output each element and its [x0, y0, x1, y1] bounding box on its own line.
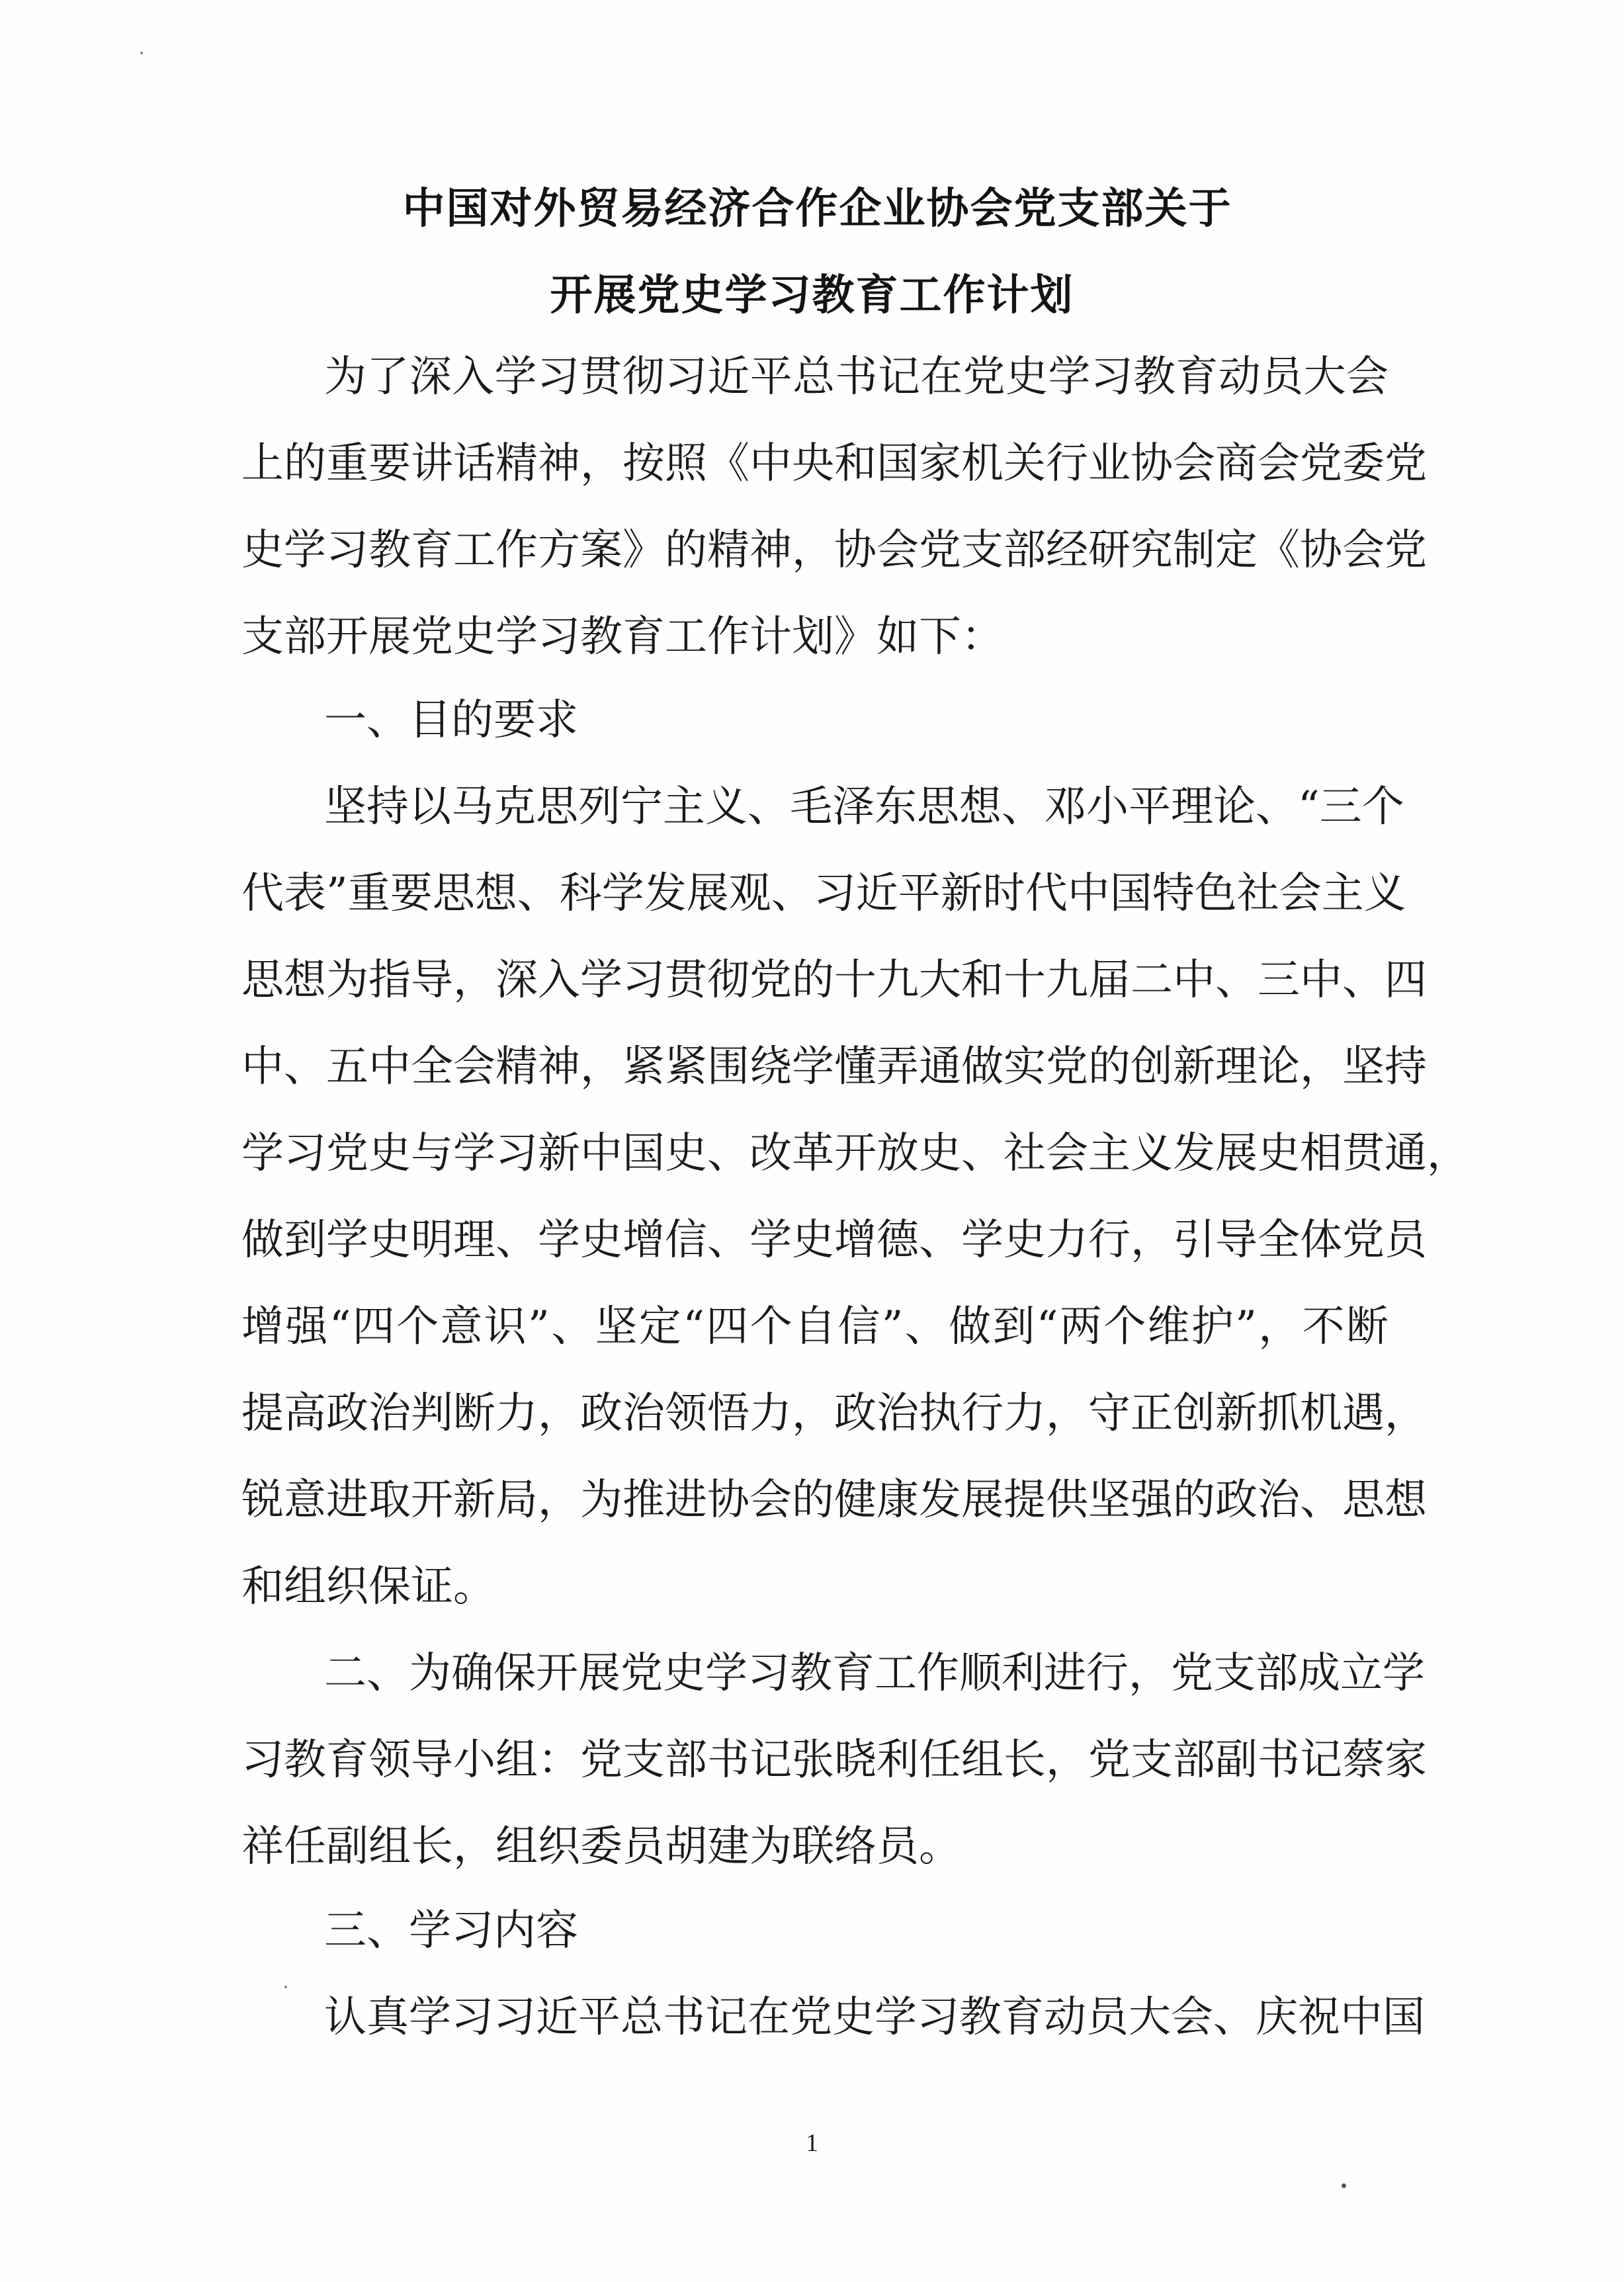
body-line-9: 中、五中全会精神，紧紧围绕学懂弄通做实党的创新理论，坚持	[241, 1042, 1427, 1091]
body-line-8: 思想为指导，深入学习贯彻党的十九大和十九届二中、三中、四	[241, 956, 1427, 1005]
body-line-12: 增强“四个意识”、坚定“四个自信”、做到“两个维护”，不断	[241, 1302, 1389, 1351]
body-line-7: 代表”重要思想、科学发展观、习近平新时代中国特色社会主义	[241, 869, 1406, 918]
page-number: 1	[806, 2129, 818, 2157]
body-line-17: 习教育领导小组：党支部书记张晓利任组长，党支部副书记蔡家	[241, 1736, 1427, 1785]
body-line-10: 学习党史与学习新中国史、改革开放史、社会主义发展史相贯通，	[241, 1129, 1469, 1178]
body-line-6: 坚持以马克思列宁主义、毛泽东思想、邓小平理论、“三个	[324, 782, 1404, 831]
body-line-15: 和组织保证。	[241, 1562, 495, 1611]
scan-speck	[140, 52, 143, 54]
body-line-4: 支部开展党史学习教育工作计划》如下：	[241, 613, 1004, 661]
body-line-1: 为了深入学习贯彻习近平总书记在党史学习教育动员大会	[324, 353, 1389, 401]
scan-speck	[1342, 2183, 1346, 2188]
body-line-11: 做到学史明理、学史增信、学史增德、学史力行，引导全体党员	[241, 1216, 1427, 1265]
body-line-20: 认真学习习近平总书记在党史学习教育动员大会、庆祝中国	[324, 1993, 1425, 2042]
scan-speck	[284, 1986, 287, 1988]
body-line-3: 史学习教育工作方案》的精神，协会党支部经研究制定《协会党	[241, 526, 1427, 575]
body-line-13: 提高政治判断力，政治领悟力，政治执行力，守正创新抓机遇，	[241, 1389, 1427, 1438]
section-heading-3: 三、学习内容	[324, 1906, 578, 1955]
section-heading-1: 一、目的要求	[324, 696, 578, 745]
document-title-line-1: 中国对外贸易经济合作企业协会党支部关于	[402, 185, 1232, 233]
body-line-14: 锐意进取开新局，为推进协会的健康发展提供坚强的政治、思想	[241, 1476, 1427, 1525]
body-line-18: 祥任副组长，组织委员胡建为联络员。	[241, 1822, 961, 1871]
section-heading-2: 二、为确保开展党史学习教育工作顺利进行，党支部成立学	[324, 1649, 1425, 1698]
body-line-2: 上的重要讲话精神，按照《中央和国家机关行业协会商会党委党	[241, 439, 1427, 488]
document-title-line-2: 开展党史学习教育工作计划	[550, 271, 1074, 320]
